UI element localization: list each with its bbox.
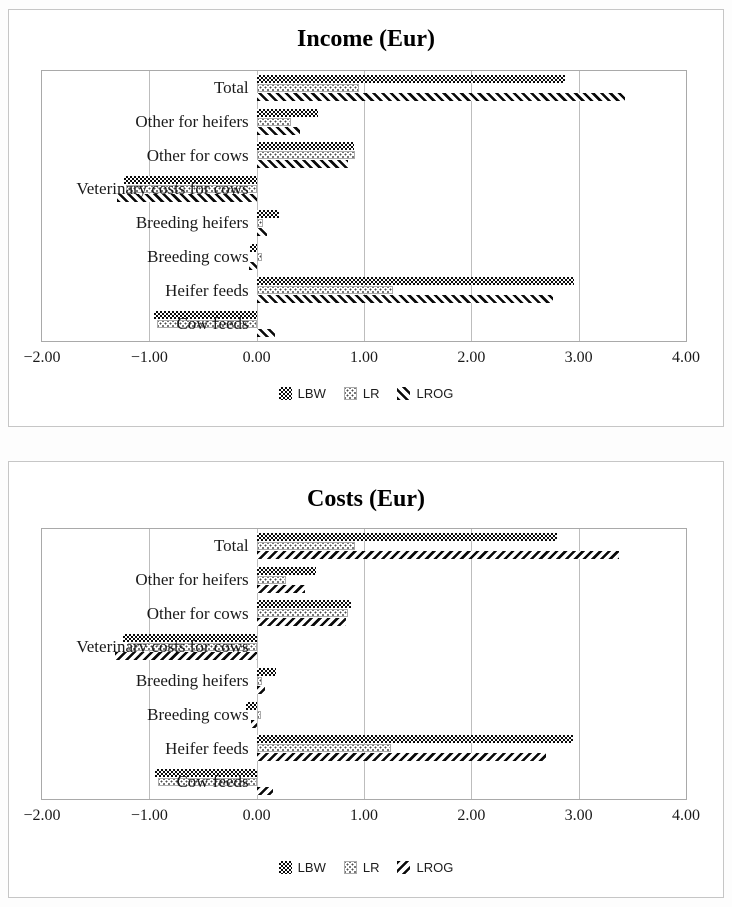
income-chart-panel: [8, 9, 724, 427]
bar-lr: [257, 118, 291, 126]
bar-lr: [257, 542, 356, 550]
x-axis-tick-label: 3.00: [564, 349, 593, 366]
bar-lrog: [257, 228, 268, 236]
bar-lr: [257, 84, 359, 92]
bar-lr: [257, 677, 262, 685]
category-label: Total: [213, 536, 249, 555]
bar-lbw: [257, 210, 280, 218]
legend-label-lrog: LROG: [416, 860, 454, 875]
costs-plot-area: [23, 528, 700, 824]
bar-lrog: [257, 753, 547, 761]
bar-lbw: [257, 600, 351, 608]
bar-lrog: [257, 93, 625, 101]
category-label: Other for cows: [146, 145, 249, 165]
x-axis-tick-label: 2.00: [457, 349, 486, 366]
category-label: Breeding heifers: [135, 671, 249, 690]
x-axis-tick-label: 4.00: [672, 349, 700, 366]
x-axis-tick-label: 4.00: [672, 807, 700, 824]
legend-item-lrog: [397, 386, 453, 401]
legend-label-lr: LR: [362, 386, 380, 401]
legend-swatch-lbw-icon: [279, 387, 292, 400]
bar-lrog: [257, 160, 348, 168]
legend-label-lbw: LBW: [297, 860, 326, 875]
legend-swatch-lr-icon: [344, 387, 357, 400]
category-label: Heifer feeds: [165, 280, 249, 300]
bar-lrog: [257, 585, 305, 593]
legend-item-lr: [344, 860, 380, 875]
bar-lbw: [257, 277, 575, 285]
gridline: [579, 529, 580, 799]
x-axis-tick-label: 3.00: [564, 807, 593, 824]
legend-item-lr: [344, 386, 380, 401]
category-label: Veterinary costs for cows: [76, 179, 249, 199]
bar-lr: [257, 286, 393, 294]
bar-lbw: [257, 668, 276, 676]
legend-swatch-lrog-icon: [397, 387, 410, 400]
category-label: Breeding cows: [147, 704, 249, 724]
category-label: Cow feeds: [176, 772, 249, 792]
x-axis-tick-label: −2.00: [23, 807, 61, 824]
bar-lbw: [257, 142, 355, 150]
costs-legend: [9, 860, 723, 875]
category-label: Total: [213, 78, 249, 97]
bar-lrog: [251, 720, 256, 728]
bar-lrog: [257, 329, 275, 337]
bar-lrog: [257, 787, 273, 795]
legend-item-lbw: [279, 386, 326, 401]
costs-chart-panel: [8, 461, 724, 898]
legend-label-lbw: LBW: [297, 386, 326, 401]
bar-lbw: [257, 567, 316, 575]
bar-lrog: [257, 295, 553, 303]
legend-item-lrog: [397, 860, 453, 875]
chart-title-costs: Costs (Eur): [307, 486, 425, 512]
bar-lrog: [257, 686, 266, 694]
bar-lbw: [257, 75, 565, 83]
category-label: Cow feeds: [176, 314, 249, 334]
x-axis-tick-label: 0.00: [242, 807, 271, 824]
legend-label-lrog: LROG: [416, 386, 454, 401]
legend-swatch-lr-icon: [344, 861, 357, 874]
bar-lrog: [257, 127, 300, 135]
category-label: Veterinary costs for cows: [76, 637, 249, 657]
category-label: Other for cows: [146, 603, 249, 623]
category-label: Other for heifers: [135, 569, 249, 589]
legend-item-lbw: [279, 860, 326, 875]
bar-lr: [257, 151, 356, 159]
bar-lr: [257, 219, 263, 227]
x-axis-tick-label: −1.00: [130, 807, 168, 824]
bar-lr: [257, 711, 261, 719]
gridline: [579, 71, 580, 341]
bar-lbw: [257, 735, 574, 743]
category-label: Heifer feeds: [165, 738, 249, 758]
category-label: Breeding cows: [147, 246, 249, 266]
bar-lbw: [250, 244, 256, 252]
x-axis-tick-label: −2.00: [23, 349, 61, 366]
legend-swatch-lrog-icon: [397, 861, 410, 874]
bar-lr: [257, 576, 286, 584]
bar-lbw: [257, 109, 318, 117]
x-axis-tick-label: 1.00: [350, 807, 378, 824]
x-axis-tick-label: 1.00: [350, 349, 378, 366]
x-axis-tick-label: 2.00: [457, 807, 486, 824]
income-legend: [9, 386, 723, 401]
category-label: Other for heifers: [135, 111, 249, 131]
bar-lr: [257, 609, 348, 617]
bar-lrog: [249, 262, 257, 270]
legend-label-lr: LR: [362, 860, 380, 875]
income-plot-area: [23, 70, 700, 366]
bar-lbw: [257, 533, 558, 541]
bar-lr: [257, 744, 391, 752]
x-axis-tick-label: −1.00: [130, 349, 168, 366]
legend-swatch-lbw-icon: [279, 861, 292, 874]
bar-lrog: [257, 618, 346, 626]
bar-lrog: [257, 551, 620, 559]
category-label: Breeding heifers: [135, 213, 249, 232]
x-axis-tick-label: 0.00: [242, 349, 271, 366]
chart-title-income: Income (Eur): [297, 26, 435, 52]
bar-lr: [257, 253, 262, 261]
